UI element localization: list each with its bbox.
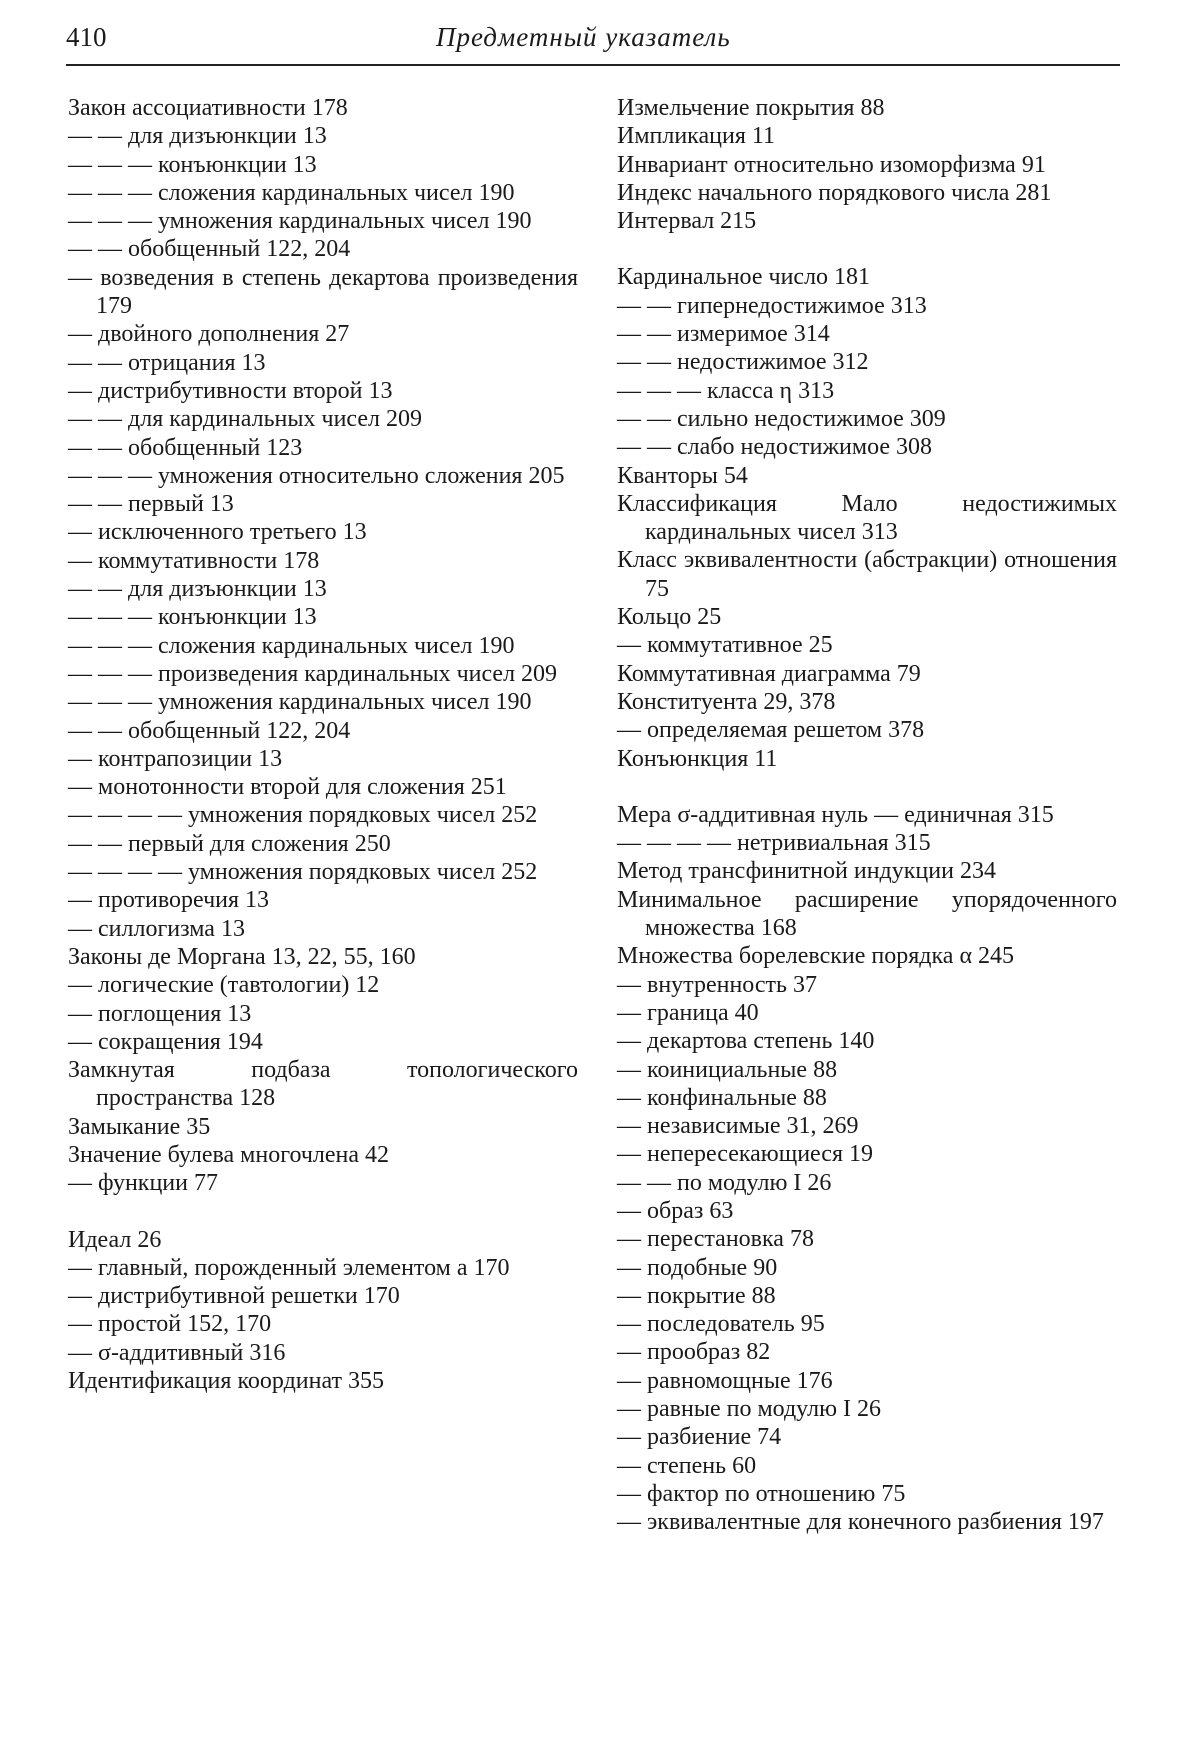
index-entry: Законы де Моргана 13, 22, 55, 160 [68, 943, 416, 970]
index-entry: — логические (тавтологии) 12 [68, 972, 380, 999]
index-entry: — — — произведения кардинальных чисел 209 [68, 660, 558, 687]
index-entry: — — обобщенный 123 [68, 434, 303, 461]
index-entry: — — отрицания 13 [68, 349, 266, 376]
index-entry: — коммутативности 178 [68, 547, 320, 574]
index-entry: — двойного дополнения 27 [68, 321, 350, 348]
index-entry: — поглощения 13 [68, 1000, 252, 1027]
index-entry: — — — умножения кардинальных чисел 190 [68, 689, 532, 716]
index-entry: — монотонности второй для сложения 251 [68, 774, 507, 801]
index-entry: — разбиение 74 [617, 1424, 782, 1451]
index-entry: — — первый 13 [68, 491, 234, 518]
index-column-left [68, 94, 578, 1395]
index-entry: — — измеримое 314 [617, 321, 830, 348]
index-entry: Кванторы 54 [617, 462, 748, 489]
index-entry: — определяемая решетом 378 [617, 717, 925, 744]
index-entry: Конституента 29, 378 [617, 688, 836, 715]
index-entry: — последователь 95 [617, 1311, 825, 1338]
index-entry: — граница 40 [617, 999, 759, 1026]
index-entry: — покрытие 88 [617, 1282, 776, 1309]
index-entry: — — — сложения кардинальных чисел 190 [68, 632, 515, 659]
index-entry: — коинициальные 88 [617, 1056, 838, 1083]
index-entry: — образ 63 [617, 1197, 734, 1224]
index-entry: Замыкание 35 [68, 1113, 211, 1140]
index-entry: — — — конъюнкции 13 [68, 151, 317, 178]
index-entry: — равные по модулю I 26 [617, 1396, 881, 1423]
index-entry: — — — — нетривиальная 315 [617, 830, 931, 857]
index-entry: — коммутативное 25 [617, 632, 833, 659]
index-entry: — — — — умножения порядковых чисел 252 [68, 859, 538, 886]
index-entry: — дистрибутивной решетки 170 [68, 1283, 400, 1310]
index-entry: — возведения в степень декартова произведения 179 [68, 264, 578, 320]
index-entry: Закон ассоциативности 178 [68, 95, 348, 121]
index-entry: — независимые 31, 269 [617, 1113, 859, 1140]
index-entry: Мера σ-аддитивная нуль — единичная 315 [617, 801, 1054, 828]
index-entry: — — обобщенный 122, 204 [68, 236, 351, 263]
index-entry: — — — — умножения порядковых чисел 252 [68, 802, 538, 829]
index-entry: — — — конъюнкции 13 [68, 604, 317, 631]
running-head: Предметный указатель [436, 22, 731, 52]
index-entry: — функции 77 [68, 1170, 218, 1197]
index-entry: — простой 152, 170 [68, 1311, 272, 1338]
index-entry: — — гипернедостижимое 313 [617, 292, 927, 319]
index-entry: — степень 60 [617, 1452, 757, 1479]
index-entry: — перестановка 78 [617, 1226, 814, 1253]
index-entry: — — для дизъюнкции 13 [68, 123, 327, 150]
index-entry: — противоречия 13 [68, 887, 270, 914]
index-entry: — силлогизма 13 [68, 915, 245, 942]
index-entry: — — по модулю I 26 [617, 1169, 832, 1196]
page-header [66, 22, 1120, 58]
index-entry: — контрапозиции 13 [68, 745, 283, 772]
index-entry: Конъюнкция 11 [617, 745, 778, 772]
index-entry: — прообраз 82 [617, 1339, 771, 1366]
index-entry: Кардинальное число 181 [617, 264, 871, 291]
index-entry: — — обобщенный 122, 204 [68, 717, 351, 744]
index-entry: — равномощные 176 [617, 1367, 833, 1394]
index-entry: — — недостижимое 312 [617, 349, 869, 376]
index-entry: Значение булева многочлена 42 [68, 1141, 390, 1168]
index-entry: Метод трансфинитной индукции 234 [617, 858, 996, 885]
index-entry: Идентификация координат 355 [68, 1368, 384, 1395]
index-entry: — — сильно недостижимое 309 [617, 405, 946, 432]
index-entry: Интервал 215 [617, 208, 757, 235]
index-entry: Множества борелевские порядка α 245 [617, 943, 1015, 970]
index-entry: — — — сложения кардинальных чисел 190 [68, 179, 515, 206]
index-entry: Класс эквивалентности (абстракции) отношения 75 [617, 547, 1117, 602]
index-entry: Кольцо 25 [617, 604, 722, 631]
page-number: 410 [66, 22, 107, 52]
index-entry: — — — умножения кардинальных чисел 190 [68, 208, 532, 235]
index-entry: — фактор по отношению 75 [617, 1480, 906, 1507]
index-entry: Измельчение покрытия 88 [617, 95, 885, 121]
index-entry: Инвариант относительно изоморфизма 91 [617, 151, 1046, 178]
index-entry: — — первый для сложения 250 [68, 830, 391, 857]
index-column-right [617, 94, 1117, 1537]
index-entry: — — — класса η 313 [617, 377, 835, 404]
index-entry: — декартова степень 140 [617, 1028, 875, 1055]
header-rule [66, 64, 1120, 66]
index-entry: — подобные 90 [617, 1254, 778, 1281]
index-entry: — внутренность 37 [617, 971, 817, 998]
index-entry: — непересекающиеся 19 [617, 1141, 873, 1168]
index-entry: — конфинальные 88 [617, 1084, 827, 1111]
index-entry: — — слабо недостижимое 308 [617, 434, 933, 461]
index-entry: — σ-аддитивный 316 [68, 1339, 286, 1366]
index-entry: — — — умножения относительно сложения 205 [68, 462, 565, 489]
index-entry: Замкнутая подбаза топологического пространства 128 [68, 1057, 578, 1112]
index-entry: — эквивалентные для конечного разбиения 197 [617, 1509, 1104, 1536]
index-entry: — главный, порожденный элементом a 170 [68, 1254, 510, 1281]
index-entry: — — для кардинальных чисел 209 [68, 406, 422, 433]
index-entry: Коммутативная диаграмма 79 [617, 660, 921, 687]
index-entry: Импликация 11 [617, 123, 775, 150]
index-entry: Идеал 26 [68, 1226, 162, 1253]
index-entry: — дистрибутивности второй 13 [68, 377, 393, 404]
index-entry: Классификация Мало недостижимых кардинальных чисел 313 [617, 490, 1117, 546]
index-entry: — исключенного третьего 13 [68, 519, 367, 546]
index-entry: Индекс начального порядкового числа 281 [617, 179, 1052, 206]
index-entry: — — для дизъюнкции 13 [68, 576, 327, 603]
index-entry: — сокращения 194 [68, 1028, 263, 1055]
index-entry: Минимальное расширение упорядоченного множества 168 [617, 886, 1117, 942]
